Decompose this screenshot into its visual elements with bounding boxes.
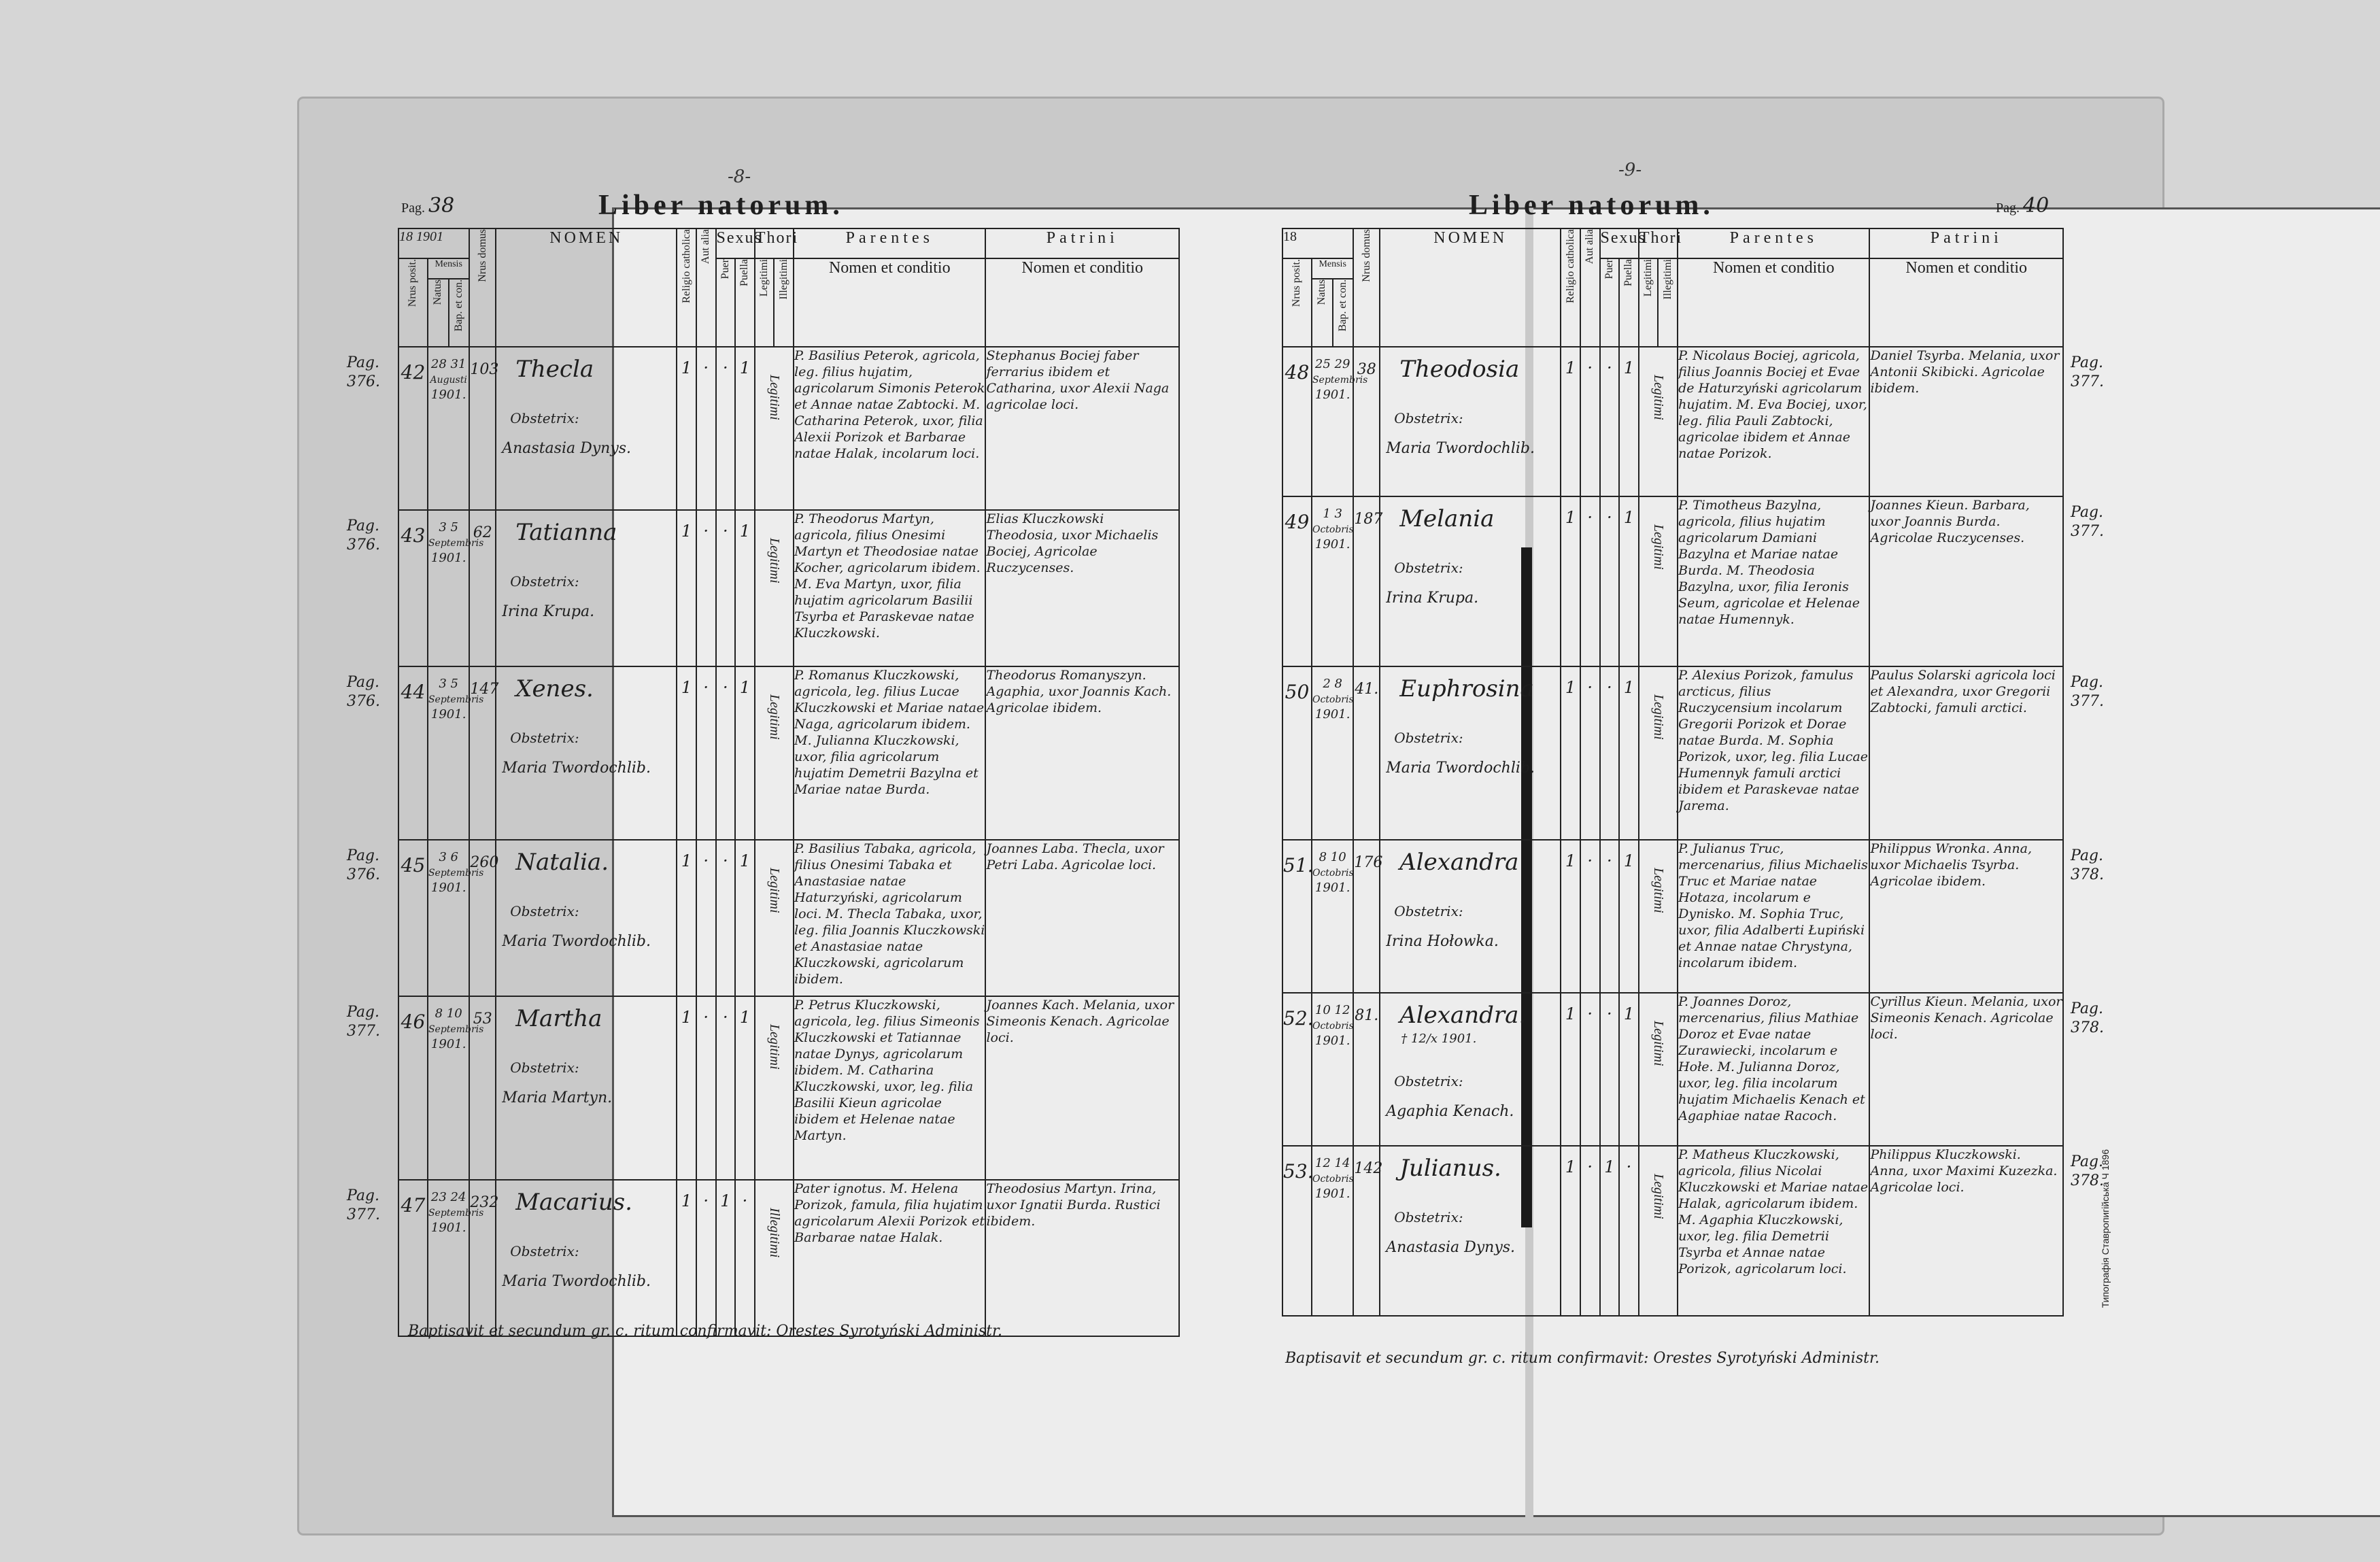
obstetrix-name: Anastasia Dynys. [502,440,632,457]
parentes-text: P. Timotheus Bazylna, agricola, filius hujatim agricolarum Damiani Bazylna et Mariae natae Burda. M. Theodosia Bazylna, uxor, filia Ieronis Seum, agricolae et Helenae natae Humennyk. [1678,496,1869,666]
child-name: Martha [515,1005,602,1032]
thori-header: Thori [1639,228,1678,258]
nomen-header: NOMEN [1380,228,1561,347]
baptism-day: 3 [1334,507,1342,521]
obstetrix-label: Obstetrix: [1394,1073,1463,1089]
thori-cell [1639,666,1678,840]
puer-mark: 1 [716,1180,736,1336]
religio-mark: 1 [1561,347,1580,496]
right-page-number: Pag. 40 [1996,194,2050,218]
child-name-cell [496,840,677,996]
right-year-cell: 18 [1282,228,1353,258]
register-row [1282,496,2063,666]
puer-header: Puer [1600,258,1620,347]
puella-mark: 1 [735,347,755,510]
register-row [1282,1146,2063,1316]
house-number: 62 [469,510,496,666]
religio-mark: 1 [1561,666,1580,840]
patrini-text: Joannes Kieun. Barbara, uxor Joannis Burda. Agricolae Ruczycenses. [1869,496,2063,666]
thori-cell [1639,840,1678,993]
aut-alia-header: Aut alia [1580,228,1600,347]
thori-status: Legitimi [766,375,782,420]
obstetrix-name: Anastasia Dynys. [1386,1239,1516,1256]
thori-cell [1639,496,1678,666]
month: Septembris [428,694,484,705]
obstetrix-name: Maria Twordochlib. [502,1273,651,1290]
month: Augusti [430,375,467,386]
obstetrix-label: Obstetrix: [1394,410,1463,426]
obstetrix-name: Irina Hołowka. [1386,933,1499,950]
illegitimi-header: Illegitimi [1658,258,1678,347]
natus-day: 25 [1314,357,1331,371]
illegitimi-header: Illegitimi [774,258,794,347]
puer-mark: · [1600,666,1620,840]
month: Octobris [1312,524,1354,535]
patrini-header: Patrini [985,228,1179,258]
legitimi-header: Legitimi [755,258,775,347]
child-name: Alexandra [1399,849,1519,876]
baptism-day: 10 [1330,850,1346,864]
religio-mark: 1 [1561,496,1580,666]
aut-alia-mark: · [696,510,716,666]
baptism-day: 24 [450,1190,466,1204]
patrini-text: Daniel Tsyrba. Melania, uxor Antonii Skibicki. Agricolae ibidem. [1869,347,2063,496]
entry-number: 53. [1282,1146,1312,1316]
patrini-text: Stephanus Bociej faber ferrarius ibidem et Catharina, uxor Alexii Naga agricolae loci. [985,347,1179,510]
aut-alia-mark: · [1580,347,1600,496]
thori-cell [755,996,794,1180]
margin-page-reference: Pag. 378. [2071,1000,2104,1036]
baptism-day: 6 [450,850,458,864]
aut-alia-mark: · [1580,666,1600,840]
register-row [398,1180,1179,1336]
year: 1901. [430,551,466,565]
natus-day: 8 [1319,850,1327,864]
entry-number: 47 [398,1180,428,1336]
aut-alia-mark: · [1580,993,1600,1146]
aut-alia-mark: · [1580,496,1600,666]
parentes-text: P. Basilius Tabaka, agricola, filius Onesimi Tabaka et Anastasiae natae Haturzyński, agricolarum loci. M. Thecla Tabaka, uxor, leg. filia Joannis Kluczkowski et Anastasiae natae Kluczkowski, agricolarum ibidem. [794,840,985,996]
birth-baptism-date [1312,1146,1353,1316]
puer-mark: · [716,347,736,510]
printer-stamp: Типографія Ставропигійська Ч 1896 [2100,1149,2111,1308]
birth-baptism-date [1312,496,1353,666]
puella-mark: 1 [1619,347,1639,496]
natus-day: 2 [1323,677,1331,691]
patrini-text: Elias Kluczkowski Theodosia, uxor Michaelis Bociej, Agricolae Ruczycenses. [985,510,1179,666]
natus-day: 3 [439,677,447,691]
natus-day: 3 [439,520,447,534]
entry-number: 44 [398,666,428,840]
nomen-header: NOMEN [496,228,677,347]
register-row [398,347,1179,510]
mensis-header: Mensis [428,258,469,279]
natus-day: 12 [1314,1156,1331,1170]
house-number: 53 [469,996,496,1180]
entry-number: 51. [1282,840,1312,993]
birth-baptism-date [1312,666,1353,840]
month: Septembris [428,1208,484,1219]
right-top-mark: -9- [1618,160,1642,180]
parentes-text: P. Nicolaus Bociej, agricola, filius Joannis Bociej et Evae de Haturzyński agricolarum hujatim. M. Eva Bociej, uxor, leg. filia Pauli Zabtocki, agricolae ibidem et Annae natae Porizok. [1678,347,1869,496]
obstetrix-name: Irina Krupa. [1386,590,1479,607]
house-number: 38 [1353,347,1380,496]
thori-status: Legitimi [1650,375,1666,420]
entry-number: 42 [398,347,428,510]
puer-mark: · [1600,993,1620,1146]
thori-status: Legitimi [766,1024,782,1070]
year: 1901. [430,1037,466,1051]
parentes-text: P. Joannes Doroz, mercenarius, filius Mathiae Doroz et Evae natae Zurawiecki, incolarum e Hołe. M. Julianna Doroz, uxor, leg. filia incolarum hujatim Michaelis Kenach et Agaphiae natae Racoch. [1678,993,1869,1146]
puer-mark: · [716,510,736,666]
house-number: 103 [469,347,496,510]
aut-alia-mark: · [696,666,716,840]
month: Septembris [1312,375,1368,386]
puer-mark: · [1600,347,1620,496]
natus-day: 28 [430,357,447,371]
puer-header: Puer [716,258,736,347]
thori-header: Thori [755,228,794,258]
child-name: Natalia. [515,849,609,876]
birth-baptism-date [428,840,484,996]
nrus-domus-header: Nrus domus [1353,228,1380,347]
margin-page-reference: Pag. 377. [347,1187,380,1223]
patrini-text: Theodorus Romanyszyn. Agaphia, uxor Joannis Kach. Agricolae ibidem. [985,666,1179,840]
religio-mark: 1 [1561,1146,1580,1316]
bap-header: Bap. et con. [1333,279,1354,347]
baptism-day: 31 [450,357,466,371]
margin-page-reference: Pag. 378. [2071,1153,2104,1189]
entry-number: 48 [1282,347,1312,496]
child-name: Theodosia [1399,356,1520,383]
house-number: 176 [1353,840,1380,993]
aut-alia-mark: · [696,1180,716,1336]
parentes-text: Pater ignotus. M. Helena Porizok, famula, filia hujatim agricolarum Alexii Porizok et Barbarae natae Halak. [794,1180,985,1336]
month: Octobris [1312,1021,1354,1032]
register-row [1282,993,2063,1146]
year: 1901. [430,707,466,721]
entry-number: 52. [1282,993,1312,1146]
register-row [398,840,1179,996]
baptism-day: 14 [1334,1156,1350,1170]
patrini-header: Patrini [1869,228,2063,258]
parentes-text: P. Romanus Kluczkowski, agricola, leg. filius Lucae Kluczkowski et Mariae natae Naga, agricolarum ibidem. M. Julianna Kluczkowski, uxor, filia agricolarum hujatim Demetrii Bazylna et Mariae natae Burda. [794,666,985,840]
obstetrix-name: Maria Twordochlib. [1386,440,1535,457]
parentes-text: P. Alexius Porizok, famulus arcticus, filius Ruczycensium incolarum Gregorii Porizok et Dorae natae Burda. M. Sophia Porizok, uxor, leg. filia Lucae Humennyk famuli arctici ibidem et Paraskevae natae Jarema. [1678,666,1869,840]
puella-mark: 1 [735,510,755,666]
birth-baptism-date [428,666,484,840]
parentes-text: P. Matheus Kluczkowski, agricola, filius Nicolai Kluczkowski et Mariae natae Halak, agricolarum ibidem. M. Agaphia Kluczkowski, uxor, leg. filia Demetrii Tsyrba et Annae natae Porizok, agricolarum loci. [1678,1146,1869,1316]
obstetrix-name: Maria Twordochlib. [1386,760,1535,777]
legitimi-header: Legitimi [1639,258,1659,347]
aut-alia-mark: · [696,347,716,510]
left-register-table [398,228,1180,1337]
obstetrix-name: Irina Krupa. [502,603,595,620]
puella-mark: 1 [1619,666,1639,840]
obstetrix-name: Agaphia Kenach. [1386,1103,1514,1120]
entry-number: 50 [1282,666,1312,840]
obstetrix-label: Obstetrix: [510,410,579,426]
patrini-text: Theodosius Martyn. Irina, uxor Ignatii Burda. Rustici ibidem. [985,1180,1179,1336]
year: 1901. [430,388,466,402]
year: 1901. [1314,388,1350,402]
house-number: 232 [469,1180,496,1336]
aut-alia-mark: · [1580,840,1600,993]
margin-page-reference: Pag. 377. [2071,354,2104,390]
thori-cell [755,666,794,840]
margin-page-reference: Pag. 377. [2071,504,2104,540]
entry-number: 43 [398,510,428,666]
year: 1901. [1314,707,1350,721]
obstetrix-label: Obstetrix: [510,1059,579,1076]
thori-status: Legitimi [766,694,782,740]
nrus-posit-header: Nrus posit. [1282,258,1312,347]
house-number: 81. [1353,993,1380,1146]
parentes-header: Parentes [1678,228,1869,258]
puer-mark: · [1600,840,1620,993]
child-name: Macarius. [515,1189,632,1216]
register-row [398,510,1179,666]
parentes-header: Parentes [794,228,985,258]
religio-mark: 1 [677,666,696,840]
birth-baptism-date [428,1180,484,1336]
puella-mark: · [1619,1146,1639,1316]
parentes-text: P. Basilius Peterok, agricola, leg. filius hujatim, agricolarum Simonis Peterok et Annae natae Zabtocki. M. Catharina Peterok, uxor, filia Alexii Porizok et Barbarae natae Halak, incolarum loci. [794,347,985,510]
child-name: Euphrosina [1399,675,1534,702]
sexus-header: Sexus [716,228,755,258]
natus-header: Natus [1312,279,1333,347]
obstetrix-label: Obstetrix: [510,903,579,919]
month: Octobris [1312,1174,1354,1185]
margin-page-reference: Pag. 376. [347,517,380,554]
child-name: Melania [1399,505,1495,532]
birth-baptism-date [428,347,469,510]
child-name-cell [496,666,677,840]
child-name-cell [496,347,677,510]
child-name-cell [1380,666,1561,840]
patrini-text: Paulus Solarski agricola loci et Alexandra, uxor Gregorii Zabtocki, famuli arctici. [1869,666,2063,840]
thori-status: Illegitimi [766,1208,782,1258]
birth-baptism-date [1312,840,1353,993]
obstetrix-label: Obstetrix: [510,730,579,746]
child-name-cell [1380,1146,1561,1316]
baptism-day: 10 [446,1006,462,1021]
sexus-header: Sexus [1600,228,1639,258]
thori-cell [755,347,794,510]
natus-header: Natus [428,279,449,347]
child-name: Julianus. [1399,1155,1501,1182]
mensis-header: Mensis [1312,258,1353,279]
puella-mark: 1 [1619,496,1639,666]
obstetrix-name: Maria Twordochlib. [502,933,651,950]
thori-status: Legitimi [1650,868,1666,913]
aut-alia-mark: · [696,840,716,996]
aut-alia-mark: · [696,996,716,1180]
left-page-number: Pag. 38 [401,194,455,218]
house-number: 41. [1353,666,1380,840]
parentes-text: P. Theodorus Martyn, agricola, filius Onesimi Martyn et Theodosiae natae Kocher, agricolarum ibidem. M. Eva Martyn, uxor, filia hujatim agricolarum Basilii Tsyrba et Paraskevae natae Kluczkowski. [794,510,985,666]
puella-mark: 1 [1619,993,1639,1146]
margin-page-reference: Pag. 376. [347,354,380,390]
puella-header: Puella [735,258,755,347]
puer-mark: · [716,840,736,996]
year: 1901. [1314,881,1350,895]
patrini-text: Cyrillus Kieun. Melania, uxor Simeonis Kenach. Agricolae loci. [1869,993,2063,1146]
natus-day: 1 [1323,507,1331,521]
obstetrix-label: Obstetrix: [510,573,579,590]
obstetrix-label: Obstetrix: [510,1243,579,1259]
patrini-text: Philippus Wronka. Anna, uxor Michaelis Tsyrba. Agricolae ibidem. [1869,840,2063,993]
month: Octobris [1312,694,1354,705]
puella-mark: 1 [735,996,755,1180]
religio-mark: 1 [677,840,696,996]
child-name-cell [496,996,677,1180]
house-number: 260 [469,840,496,996]
puella-mark: 1 [735,666,755,840]
thori-status: Legitimi [1650,524,1666,570]
month: Septembris [428,538,484,549]
year: 1901. [1314,1187,1350,1201]
patrini-text: Philippus Kluczkowski. Anna, uxor Maximi Kuzezka. Agricolae loci. [1869,1146,2063,1316]
right-register-table [1282,228,2064,1317]
thori-status: Legitimi [1650,694,1666,740]
religio-mark: 1 [1561,840,1580,993]
obstetrix-label: Obstetrix: [1394,1209,1463,1225]
house-number: 187 [1353,496,1380,666]
entry-number: 46 [398,996,428,1180]
obstetrix-label: Obstetrix: [1394,730,1463,746]
child-name: Thecla [515,356,594,383]
right-page-title: Liber natorum. [1469,190,1714,221]
child-name-cell [1380,840,1561,993]
month: Septembris [428,868,484,879]
religio-mark: 1 [677,996,696,1180]
house-number: 147 [469,666,496,840]
puer-mark: · [716,666,736,840]
parentes-text: P. Petrus Kluczkowski, agricola, leg. filius Simeonis Kluczkowski et Tatiannae natae Dynys, agricolarum ibidem. M. Catharina Kluczkowski, uxor, leg. filia Basilii Kieun agricolae ibidem et Helenae natae Martyn. [794,996,985,1180]
child-name-cell [1380,496,1561,666]
natus-day: 23 [430,1190,447,1204]
puella-mark: 1 [735,840,755,996]
child-name: Tatianna [515,519,617,546]
puer-mark: 1 [1600,1146,1620,1316]
register-row [1282,347,2063,496]
patrini-nomen-conditio: Nomen et conditio [1869,258,2063,347]
patrini-text: Joannes Laba. Thecla, uxor Petri Laba. Agricolae loci. [985,840,1179,996]
baptism-day: 8 [1334,677,1342,691]
year: 1901. [430,1221,466,1235]
birth-baptism-date [1312,993,1353,1146]
child-name-cell [1380,993,1561,1146]
thori-cell [1639,347,1678,496]
child-name-cell [1380,347,1561,496]
parentes-text: P. Julianus Truc, mercenarius, filius Michaelis Truc et Mariae natae Hotaza, incolarum e Dynisko. M. Sophia Truc, uxor, filia Adalberti Łupiński et Annae natae Chrystyna, incolarum ibidem. [1678,840,1869,993]
right-footer-signature: Baptisavit et secundum gr. c. ritum confirmavit: Orestes Syrotyński Administr. [1285,1350,1880,1367]
puella-mark: 1 [1619,840,1639,993]
margin-page-reference: Pag. 377. [2071,674,2104,710]
obstetrix-label: Obstetrix: [1394,560,1463,576]
nrus-domus-header: Nrus domus [469,228,496,347]
puella-header: Puella [1619,258,1639,347]
nrus-posit-header: Nrus posit. [398,258,428,347]
year-cell: 18 1901 [398,228,469,258]
entry-number: 49 [1282,496,1312,666]
obstetrix-name: Maria Twordochlib. [502,760,651,777]
entry-number: 45 [398,840,428,996]
thori-status: Legitimi [1650,1174,1666,1219]
thori-cell [755,840,794,996]
baptism-day: 5 [450,520,458,534]
register-row [1282,840,2063,993]
thori-status: Legitimi [1650,1021,1666,1066]
aut-alia-mark: · [1580,1146,1600,1316]
patrini-nomen-conditio: Nomen et conditio [985,258,1179,347]
left-footer-signature: Baptisavit et secundum gr. c. ritum confirmavit: Orestes Syrotyński Administr. [408,1323,1003,1340]
register-row [398,666,1179,840]
death-note: † 12/x 1901. [1401,1032,1477,1046]
religio-mark: 1 [677,510,696,666]
baptism-day: 5 [450,677,458,691]
parentes-nomen-conditio: Nomen et conditio [1678,258,1869,347]
religio-mark: 1 [677,347,696,510]
thori-cell [755,1180,794,1336]
year: 1901. [1314,537,1350,551]
child-name: Xenes. [515,675,594,702]
baptism-day: 29 [1334,357,1350,371]
register-row [398,996,1179,1180]
thori-cell [755,510,794,666]
natus-day: 3 [439,850,447,864]
thori-cell [1639,1146,1678,1316]
thori-status: Legitimi [766,538,782,583]
margin-page-reference: Pag. 376. [347,847,380,883]
margin-page-reference: Pag. 376. [347,674,380,710]
margin-page-reference: Pag. 377. [347,1004,380,1040]
left-page-title: Liber natorum. [598,190,844,221]
obstetrix-name: Maria Martyn. [502,1089,613,1106]
house-number: 142 [1353,1146,1380,1316]
year: 1901. [1314,1034,1350,1048]
bap-header: Bap. et con. [449,279,470,347]
patrini-text: Joannes Kach. Melania, uxor Simeonis Kenach. Agricolae loci. [985,996,1179,1180]
religio-header: Religio catholica [677,228,696,347]
puer-mark: · [1600,496,1620,666]
natus-day: 10 [1314,1003,1331,1017]
religio-mark: 1 [677,1180,696,1336]
child-name-cell [496,1180,677,1336]
margin-page-reference: Pag. 378. [2071,847,2104,883]
puella-mark: · [735,1180,755,1336]
obstetrix-label: Obstetrix: [1394,903,1463,919]
thori-cell [1639,993,1678,1146]
thori-status: Legitimi [766,868,782,913]
register-row [1282,666,2063,840]
year: 1901. [430,881,466,895]
month: Octobris [1312,868,1354,879]
left-top-mark: -8- [728,167,751,187]
puer-mark: · [716,996,736,1180]
natus-day: 8 [435,1006,443,1021]
child-name-cell [496,510,677,666]
parentes-nomen-conditio: Nomen et conditio [794,258,985,347]
religio-header: Religio catholica [1561,228,1580,347]
month: Septembris [428,1024,484,1035]
aut-alia-header: Aut alia [696,228,716,347]
baptism-day: 12 [1334,1003,1350,1017]
child-name: Alexandra. [1399,1002,1527,1029]
religio-mark: 1 [1561,993,1580,1146]
